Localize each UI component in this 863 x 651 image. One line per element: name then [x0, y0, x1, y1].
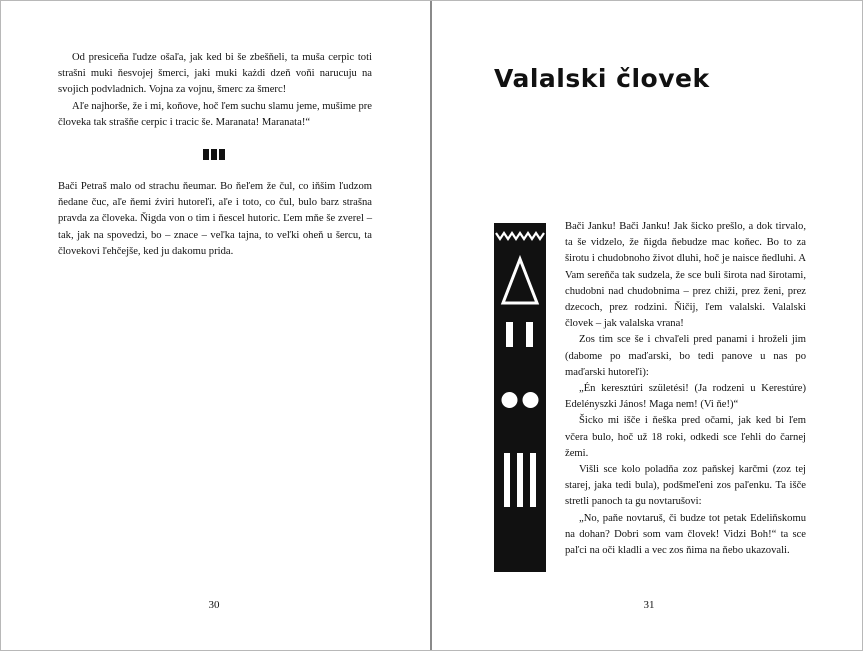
right-text	[565, 219, 806, 559]
folk-pattern-ornament	[494, 223, 546, 572]
paragraph: Bači Janku! Bači Janku! Jak šicko prešlo, a dok tirvalo, ta še vidzelo, že ňigda ňebudze mac koňec. Bo to za širotu i chudobnoho život dluhi, hoč je naisce ňedluhi. A Vam sereňča tak sudzela, že sce buli širota nad širotami, chudobni nad chudobnima – prez chiži, prez ženi, prez dzecoch, prez rodzini. Ňičij, ľem valalski. Valalski človek – jak valalska vrana!	[565, 221, 806, 330]
page-number: 31	[643, 599, 655, 611]
section-break-ornament	[203, 149, 225, 160]
chapter-title: Valalski človek	[494, 64, 710, 93]
paragraph: Od presiceňa ľudze ošaľa, jak ked bi še zbešňeli, ta muša cerpic toti strašni muki ňesvojej šmerci, jaki muki każdi dzeň voňi narucuju na svojich podvladnich. Vojna za vojnu, šmerc za šmerc!	[58, 52, 372, 96]
page-number: 30	[208, 599, 220, 611]
paragraph: „No, paňe novtaruš, či budze tot petak Edeliňskomu na dohan? Dobri som vam človek! Vidzi Boh!“ ta sce paľci na oči kladli a vec zos ňima na ňebo ukazovali.	[565, 512, 806, 557]
right-page	[432, 0, 863, 651]
left-text-top	[58, 50, 372, 131]
left-text-bottom	[58, 179, 372, 260]
paragraph: Bači Petraš malo od strachu ňeumar. Bo ňeľem že čul, co iňšim ľudzom ňedane čuc, aľe ňemi źviri hutoreľi, aľe i toto, co čul, bulo barz strašna pravda za človeka. Ňigda von o tim i ňescel hutoric. Ľem mňe še zverel – tak, jak na spovedzi, bo – znace – veľka tajna, to veľki oheň u šercu, ta človekovi ľehčejše, ked ju dakomu prida.	[58, 181, 372, 257]
left-page	[0, 0, 430, 651]
paragraph: Šicko mi išče i ňeška pred očami, jak ked bi ľem včera bulo, hoč už 18 roki, odkedi sce ľehli do čarnej žemi.	[565, 415, 806, 459]
paragraph: Aľe najhorše, že i mi, koňove, hoč ľem suchu slamu jeme, mušime pre človeka tak strašňe cerpic i tracic še. Maranata! Maranata!“	[58, 100, 372, 128]
paragraph: Višli sce kolo poladňa zoz paňskej karčmi (zoz tej starej, jaka tedi bula), podšmeľeni zos paľenku. Ta išče stretli panoch ta gu novtarušovi:	[565, 464, 806, 508]
paragraph: „Én keresztúri születési! (Ja rodzeni u Kerestúre) Edelényszki János! Maga nem! (Vi ňe!)“	[565, 383, 806, 411]
paragraph: Zos tim sce še i chvaľeli pred panami i hroželi jim (dabome po maďarski, bo tedi panove u nas po maďarski hutoreľi):	[565, 334, 806, 378]
